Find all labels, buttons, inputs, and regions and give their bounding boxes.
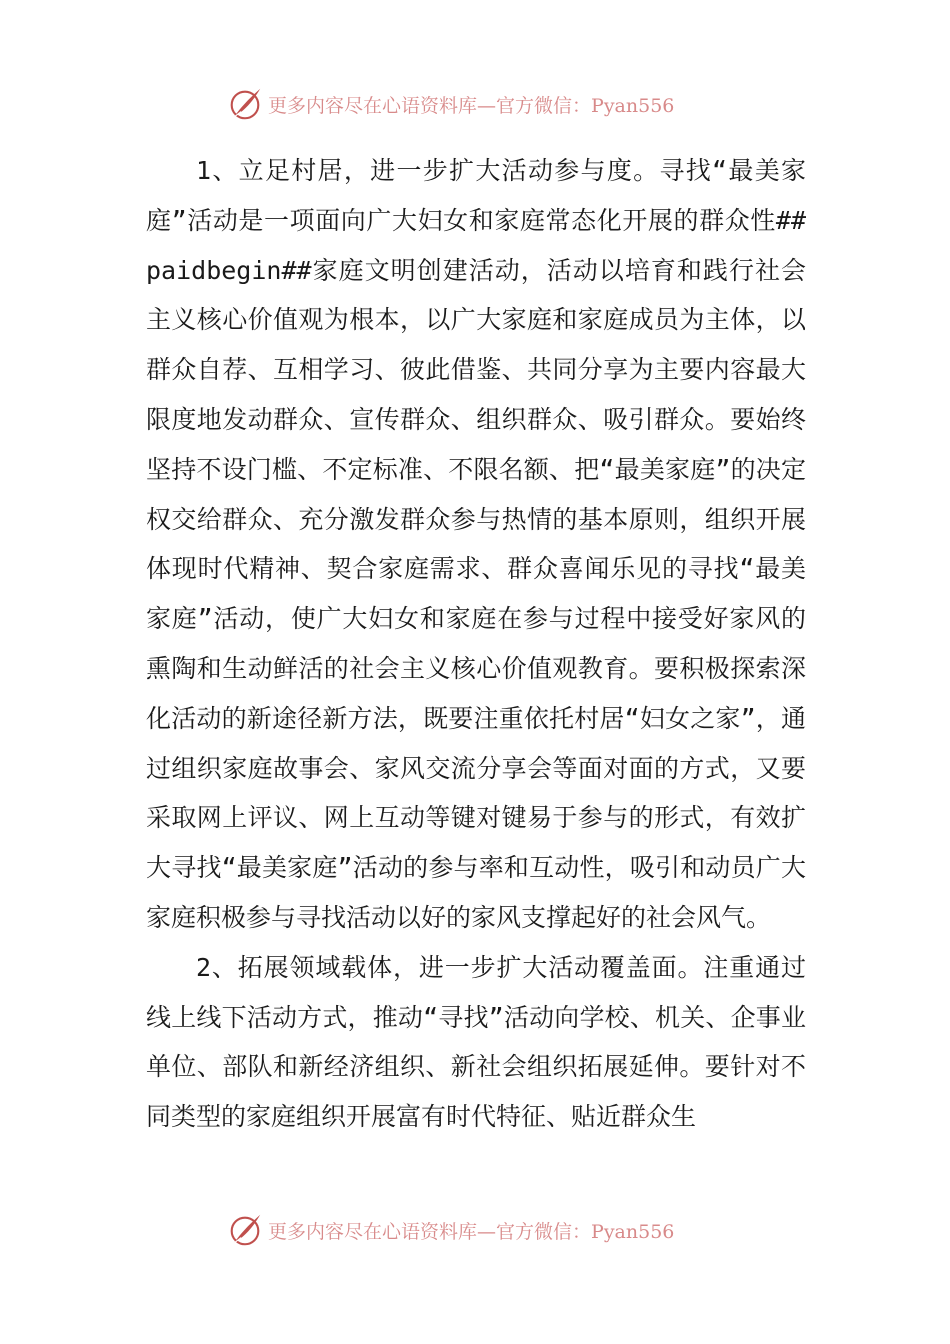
paragraph-1: 1、立足村居，进一步扩大活动参与度。寻找“最美家庭”活动是一项面向广大妇女和家庭常态化开展的群众性##paidbegin##家庭文明创建活动，活动以培育和践行社会主义核心价值观为根本，以广大家庭和家庭成员为主体，以群众自荐、互相学习、彼此借鉴、共同分享为主要内容最大限度地发动群众、宣传群众、组织群众、吸引群众。要始终坚持不设门槛、不定标准、不限名额、把“最美家庭”的决定权交给群众、充分激发群众参与热情的基本原则，组织开展体现时代精神、契合家庭需求、群众喜闻乐见的寻找“最美家庭”活动，使广大妇女和家庭在参与过程中接受好家风的熏陶和生动鲜活的社会主义核心价值观教育。要积极探索深化活动的新途径新方法，既要注重依托村居“妇女之家”，通过组织家庭故事会、家风交流分享会等面对面的方式，又要采取网上评议、网上互动等键对键易于参与的形式，有效扩大寻找“最美家庭”活动的参与率和互动性，吸引和动员广大家庭积极参与寻找活动以好的家风支撑起好的社会风气。 <box>146 156 806 932</box>
watermark-text <box>268 1217 674 1244</box>
watermark-slogan: 更多内容尽在心语资料库 <box>268 94 478 117</box>
watermark-text <box>268 91 674 118</box>
watermark-separator: — <box>477 1220 497 1243</box>
document-body <box>146 146 806 1142</box>
paragraph-2: 2、拓展领域载体，进一步扩大活动覆盖面。注重通过线上线下活动方式，推动“寻找”活动向学校、机关、企事业单位、部队和新经济组织、新社会组织拓展延伸。要针对不同类型的家庭组织开展富有时代特征、贴近群众生 <box>146 952 806 1132</box>
footer-watermark <box>226 1210 674 1250</box>
watermark-wechat-id: Pyan556 <box>591 1220 675 1243</box>
quill-pen-logo-icon <box>226 85 264 123</box>
watermark-official-label: 官方微信： <box>496 1220 592 1243</box>
watermark-slogan: 更多内容尽在心语资料库 <box>268 1220 478 1243</box>
quill-pen-logo-icon <box>226 1211 264 1249</box>
watermark-separator: — <box>477 94 497 117</box>
header-watermark <box>226 84 674 124</box>
watermark-official-label: 官方微信： <box>496 94 592 117</box>
watermark-wechat-id: Pyan556 <box>591 94 675 117</box>
